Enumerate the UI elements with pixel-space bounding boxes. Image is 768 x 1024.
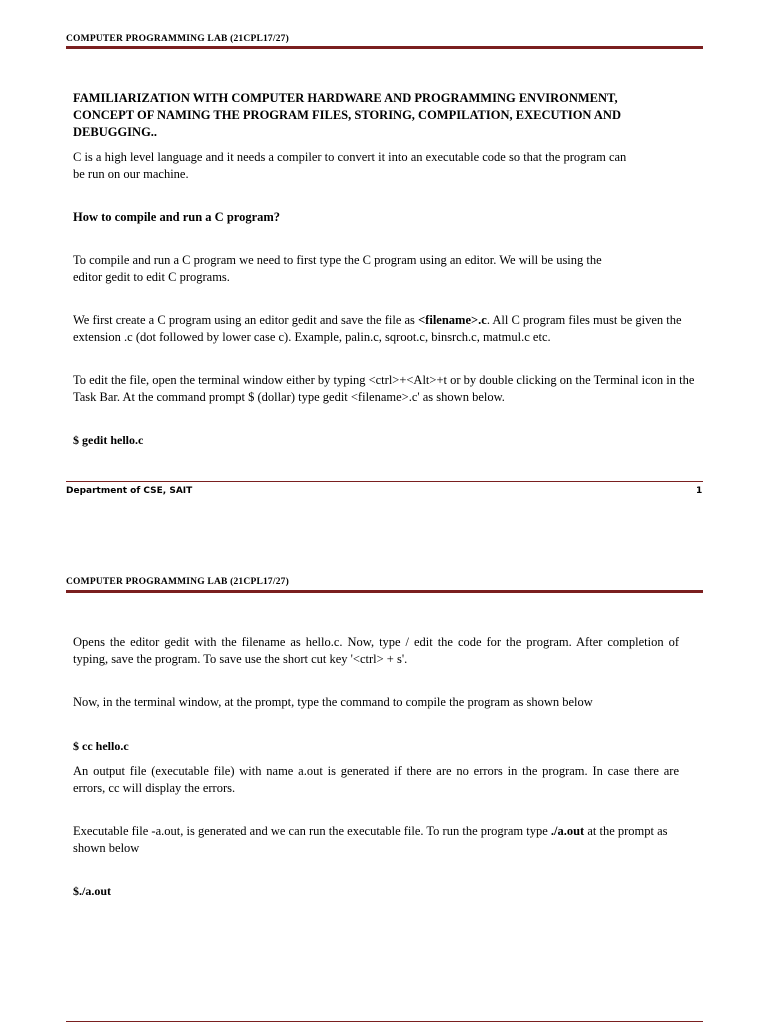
page1-paragraph-1: To compile and run a C program we need to first type the C program using an editor. We will be using the editor gedit to edit C programs.	[73, 253, 602, 284]
page2-command-cc: $ cc hello.c	[73, 739, 129, 753]
page2-command-run: $./a.out	[73, 884, 112, 898]
page1-subheading: How to compile and run a C program?	[73, 210, 281, 224]
page1-paragraph-2	[73, 312, 685, 346]
page1-paragraph-3: To edit the file, open the terminal window either by typing <ctrl>+<Alt>+t or by double clicking on the Terminal icon in the Task Bar. At the command prompt $ (dollar) type gedit <filename>.c' as shown below.	[73, 373, 695, 404]
page1-paragraph-2-text-a: We first create a C program using an editor gedit and save the file as	[73, 313, 419, 327]
page1-header-rule	[66, 46, 703, 49]
page1-intro-paragraph: C is a high level language and it needs a compiler to convert it into an executable code so that the program can be run on our machine.	[73, 150, 627, 181]
page1-paragraph-2-text-b: . All C program files must be given the extension .c (dot followed by lower case c). Example, palin.c, sqroot.c, binsrch.c, matmul.c etc.	[73, 313, 682, 344]
page2-paragraph-4	[73, 823, 685, 857]
page1-footer-rule	[66, 481, 703, 482]
page1-command-gedit: $ gedit hello.c	[73, 433, 144, 447]
page2-header-title: COMPUTER PROGRAMMING LAB (21CPL17/27)	[66, 577, 289, 587]
page2-paragraph-3: An output file (executable file) with name a.out is generated if there are no errors in the program. In case there are errors, cc will display the errors.	[73, 764, 679, 795]
page1-footer-page-number: 1	[696, 486, 703, 496]
page2-paragraph-1: Opens the editor gedit with the filename as hello.c. Now, type / edit the code for the program. After completion of typing, save the program. To save use the short cut key '<ctrl> + s'.	[73, 635, 679, 666]
page2-paragraph-4-executable: ./a.out	[550, 824, 585, 838]
page1-section-heading: FAMILIARIZATION WITH COMPUTER HARDWARE AND PROGRAMMING ENVIRONMENT, CONCEPT OF NAMING THE PROGRAM FILES, STORING, COMPILATION, EXECUTION AND DEBUGGING..	[73, 91, 621, 139]
page2-paragraph-4-text-b: at the prompt as shown below	[73, 824, 668, 855]
page2-footer-rule	[66, 1021, 703, 1022]
page1-footer-department: Department of CSE, SAIT	[66, 486, 193, 496]
page2-paragraph-2: Now, in the terminal window, at the prompt, type the command to compile the program as shown below	[73, 695, 593, 709]
page2-header-rule	[66, 590, 703, 593]
page2-paragraph-4-text-a: Executable file -a.out, is generated and we can run the executable file. To run the program type	[73, 824, 551, 838]
page1-paragraph-2-filename: <filename>.c	[418, 313, 487, 327]
page1-header-title: COMPUTER PROGRAMMING LAB (21CPL17/27)	[66, 34, 289, 44]
